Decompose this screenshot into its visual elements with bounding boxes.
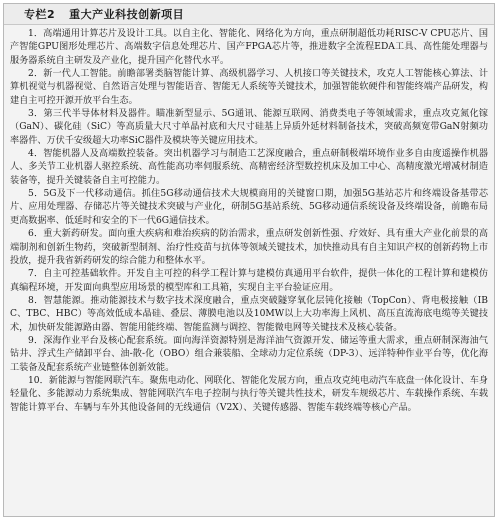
column-title: 重大产业科技创新项目 — [69, 8, 185, 21]
project-item-5: 5．5G及下一代移动通信。抓住5G移动通信技术大规模商用的关键窗口期，加强5G基站芯片和终端设备基带芯片、应用处理器、存储芯片等关键技术突破与产业化，研制5G基站系统、5G移动通信系统设备及终端设备，前瞻布局更高数据率、低延时和安全的下一代6G通信技术。 — [10, 189, 488, 226]
project-item-10: 10．新能源与智能网联汽车。聚焦电动化、网联化、智能化发展方向，重点攻克纯电动汽车底盘一体化设计、车身轻量化、多能源动力系统集成、智能网联汽车电子控制与执行等关键共性技术，研发车规级芯片、车载操作系统、车载智能计算平台、车辆与车外其他设备间的无线通信（V2X）、关键传感器、智能车载终端等核心产品。 — [10, 375, 488, 413]
column-body — [4, 25, 494, 415]
project-item-7: 7．自主可控基础软件。开发自主可控的科学工程计算与建模仿真通用平台软件，提供一体化的工程计算和建模仿真编程环境，开发面向典型应用场景的模型库和工具箱，实现自主平台验证应用。 — [10, 269, 488, 293]
project-item-6: 6．重大新药研发。面向重大疾病和难治疾病的防治需求，重点研发创新性强、疗效好、具有重大产业化前景的高端制剂和创新生物药，突破新型制剂、治疗性疫苗与抗体等领域关键技术，加快推动具有自主知识产权的创新药物上市投放，提升我省新药研发的综合能力和整体水平。 — [10, 229, 488, 266]
column-title-bar — [4, 4, 494, 25]
project-item-3: 3．第三代半导体材料及器件。瞄准新型显示、5G通讯、能源互联网、消费类电子等领域需求，重点攻克氮化镓（GaN）、碳化硅（SiC）等高质量大尺寸单晶衬底和大尺寸硅基上异质外延材料制备技术，突破高频宽带GaN射频功率器件、万伏千安级超大功率SiC器件及模块等关键应用技术。 — [10, 109, 488, 146]
project-item-4: 4．智能机器人及高端数控装备。突出机器学习与制造工艺深度融合，重点研制极端环境作业多自由度遥操作机器人、多关节工业机器人驱控系统、高性能高功率伺服系统、高精密经济型数控机床及加工中心、高精度激光增减材制造装备等，提升关键装备自主可控能力。 — [10, 149, 488, 186]
column-tag: 专栏2 — [24, 8, 56, 21]
project-item-2: 2．新一代人工智能。前瞻部署类脑智能计算、高级机器学习、人机接口等关键技术，攻克人工智能核心算法、计算机视觉与机器视觉、自然语言处理与智能语音、智能无人系统等关键技术，加强智能软硬件和智能终端产品研发，构建自主可控开源开放平台生态。 — [10, 69, 488, 106]
project-item-8: 8．智慧能源。推动能源技术与数字技术深度融合，重点突破隧穿氧化层钝化接触（TopCon）、背电极接触（IBC、TBC、HBC）等高效低成本晶硅、叠层、薄膜电池以及10MW以上大功率海上风机、高压直流海底电缆等关键技术，加快研发能源路由器、智能用能终端、智能监测与调控、智能微电网等关键技术及核心装备。 — [10, 295, 488, 333]
feature-column-box — [3, 3, 495, 517]
project-item-1: 1．高端通用计算芯片及设计工具。以自主化、智能化、网络化为方向，重点研制超低功耗RISC-V CPU芯片、国产智能GPU图形处理芯片、高端数字信息处理芯片、国产FPGA芯片等，推进数字全流程EDA工具、高性能处理器与服务器系统自主研发及产业化，提升国产化替代水平。 — [10, 29, 488, 66]
project-item-9: 9．深海作业平台及核心配套系统。面向海洋资源特别是海洋油气资源开发、储运等重大需求，重点研制深海油气钻井、浮式生产储卸平台、油-散-化（OBO）组合兼装船、全球动力定位系统（DP-3）、远洋特种作业平台等，优化海工装备及配套系统产业链整体创新效能。 — [10, 335, 488, 373]
